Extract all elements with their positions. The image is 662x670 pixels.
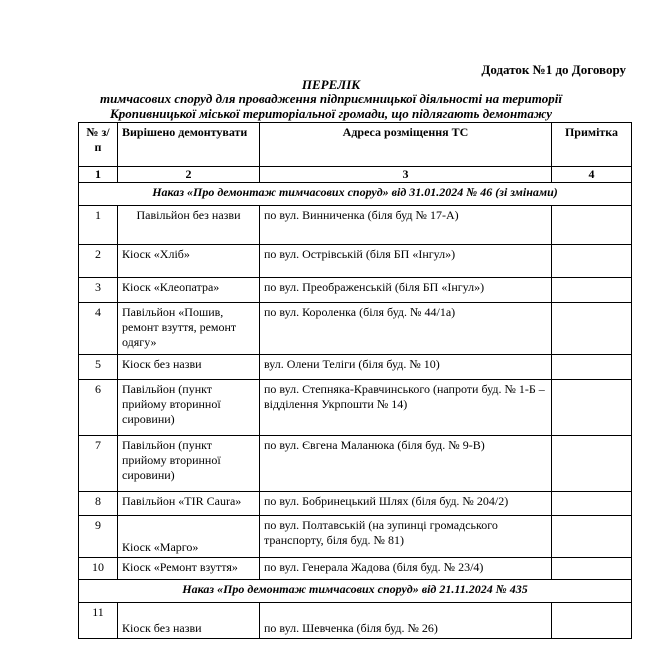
- row-number: 9: [79, 516, 118, 558]
- document-subtitle-line1: тимчасових споруд для провадження підприємницької діяльності на території: [100, 91, 562, 106]
- row-number: 6: [79, 380, 118, 436]
- row-note: [552, 492, 632, 516]
- row-name: Кіоск «Ремонт взуття»: [118, 558, 260, 580]
- row-address: по вул. Короленка (біля буд. № 44/1а): [260, 303, 552, 355]
- col-header-address: Адреса розміщення ТС: [260, 123, 552, 167]
- table-row: [79, 303, 632, 355]
- row-name: Кіоск «Марго»: [118, 516, 260, 558]
- table-row: [79, 603, 632, 639]
- row-name: Кіоск без назви: [118, 603, 260, 639]
- table-row: [79, 436, 632, 492]
- table-row: [79, 516, 632, 558]
- row-number: 10: [79, 558, 118, 580]
- row-address: по вул. Бобринецький Шлях (біля буд. № 204/2): [260, 492, 552, 516]
- document-title: ПЕРЕЛІК: [301, 77, 361, 92]
- row-address: по вул. Генерала Жадова (біля буд. № 23/4): [260, 558, 552, 580]
- row-note: [552, 355, 632, 380]
- row-note: [552, 245, 632, 278]
- row-note: [552, 206, 632, 245]
- col-number-4: 4: [552, 167, 632, 183]
- row-number: 8: [79, 492, 118, 516]
- row-name: Павільйон без назви: [118, 206, 260, 245]
- order-title: Наказ «Про демонтаж тимчасових споруд» від 21.11.2024 № 435: [79, 580, 632, 603]
- row-address: по вул. Євгена Маланюка (біля буд. № 9-В): [260, 436, 552, 492]
- document-subtitle-line2: Кропивницької міської територіальної громади, що підлягають демонтажу: [109, 106, 553, 121]
- row-note: [552, 603, 632, 639]
- row-address: по вул. Винниченка (біля буд № 17-А): [260, 206, 552, 245]
- table-row: [79, 278, 632, 303]
- col-number-3: 3: [260, 167, 552, 183]
- demolition-table: [78, 122, 632, 639]
- row-name: Кіоск «Хліб»: [118, 245, 260, 278]
- col-number-1: 1: [79, 167, 118, 183]
- table-row: [79, 558, 632, 580]
- row-number: 1: [79, 206, 118, 245]
- row-name: Павільйон (пункт прийому вторинної сировини): [118, 436, 260, 492]
- col-number-2: 2: [118, 167, 260, 183]
- table-header-row: [79, 123, 632, 167]
- row-note: [552, 516, 632, 558]
- row-name: Кіоск «Клеопатра»: [118, 278, 260, 303]
- row-note: [552, 303, 632, 355]
- column-number-row: [79, 167, 632, 183]
- row-note: [552, 436, 632, 492]
- row-note: [552, 380, 632, 436]
- row-name: Павільйон «Пошив, ремонт взуття, ремонт одягу»: [118, 303, 260, 355]
- row-number: 5: [79, 355, 118, 380]
- table-row: [79, 380, 632, 436]
- row-number: 4: [79, 303, 118, 355]
- row-number: 7: [79, 436, 118, 492]
- row-note: [552, 558, 632, 580]
- row-number: 11: [79, 603, 118, 639]
- order-row: [79, 183, 632, 206]
- col-header-name: Вирішено демонтувати: [118, 123, 260, 167]
- row-address: по вул. Преображенській (біля БП «Інгул»): [260, 278, 552, 303]
- row-address: по вул. Острівській (біля БП «Інгул»): [260, 245, 552, 278]
- row-name: Павільйон (пункт прийому вторинної сировини): [118, 380, 260, 436]
- row-address: по вул. Степняка-Кравчинського (напроти буд. № 1-Б – відділення Укрпошти № 14): [260, 380, 552, 436]
- order-row: [79, 580, 632, 603]
- row-note: [552, 278, 632, 303]
- order-title: Наказ «Про демонтаж тимчасових споруд» від 31.01.2024 № 46 (зі змінами): [79, 183, 632, 206]
- row-name: Павільйон «TIR Caura»: [118, 492, 260, 516]
- table-row: [79, 355, 632, 380]
- table-row: [79, 245, 632, 278]
- row-address: по вул. Полтавській (на зупинці громадського транспорту, біля буд. № 81): [260, 516, 552, 558]
- row-address: вул. Олени Теліги (біля буд. № 10): [260, 355, 552, 380]
- addendum-label: Додаток №1 до Договору: [481, 62, 626, 77]
- row-number: 2: [79, 245, 118, 278]
- col-header-number: № з/п: [79, 123, 118, 167]
- table-row: [79, 206, 632, 245]
- col-header-note: Примітка: [552, 123, 632, 167]
- row-name: Кіоск без назви: [118, 355, 260, 380]
- table-row: [79, 492, 632, 516]
- row-address: по вул. Шевченка (біля буд. № 26): [260, 603, 552, 639]
- row-number: 3: [79, 278, 118, 303]
